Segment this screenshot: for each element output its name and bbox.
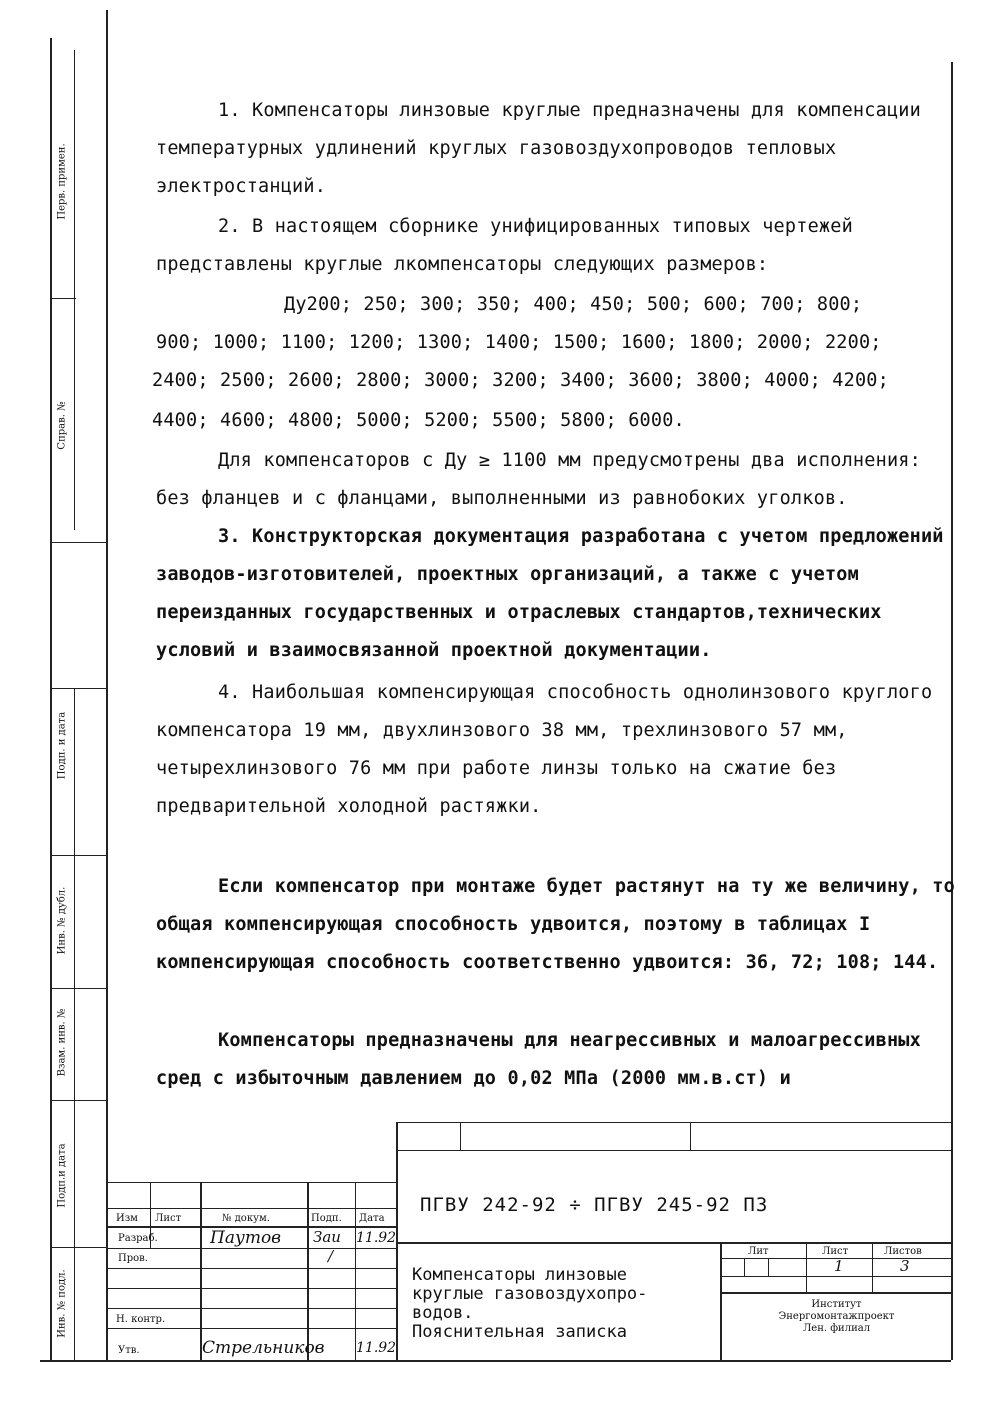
margin-divider — [50, 855, 107, 856]
sizes-line-4: 4400; 4600; 4800; 5000; 5200; 5500; 5800; 6000. — [152, 410, 685, 431]
paragraph-media: Компенсаторы предназначены для неагрессивных и малоагрессивных сред с избыточным давлением до 0,02 МПа (2000 мм.в.ст) и — [156, 1030, 921, 1089]
margin-divider — [50, 688, 107, 689]
margin-label-replace-inv: Взам. инв. № — [56, 1008, 68, 1077]
org-line-1: Институт — [811, 1299, 862, 1310]
col-header-signature: Подп. — [311, 1213, 342, 1224]
paragraph-flanges: Для компенсаторов с Ду ≥ 1100 мм предусмотрены два исполнения: без фланцев и с фланцами, выполненными из равнобоких уголков. — [156, 450, 921, 509]
frame-left-line — [106, 10, 108, 1360]
doc-title-line-2: круглые газовоздухопро- — [412, 1284, 648, 1304]
developer-name: Паутов — [210, 1228, 282, 1248]
sheet-label: Лист — [822, 1246, 849, 1257]
developer-signature: Заи — [313, 1228, 341, 1246]
org-line-2: Энергомонтажпроект — [778, 1311, 895, 1322]
margin-divider — [50, 298, 76, 299]
margin-outer-line — [50, 38, 52, 1360]
developer-date: 11.92 — [356, 1230, 397, 1246]
paragraph-4: 4. Наибольшая компенсирующая способность однолинзового круглого компенсатора 19 мм, двухлинзового 38 мм, трехлинзового 57 мм, четырехлинзового 76 мм при работе линзы только на сжатие без предварительной холодной растяжки. — [156, 682, 933, 817]
col-header-doc-no: № докум. — [222, 1213, 270, 1224]
margin-label-dup-inv: Инв. № дубл. — [56, 886, 68, 955]
paragraph-doubling: Если компенсатор при монтаже будет растянут на ту же величину, то общая компенсирующая способность удвоится, поэтому в таблицах I компенсирующая способность соответственно удвоится: 36, 72; 108; 144. — [156, 876, 955, 973]
checker-signature-mark: / — [328, 1247, 334, 1265]
doc-title-line-1: Компенсаторы линзовые — [412, 1265, 627, 1285]
margin-divider — [50, 1100, 107, 1101]
org-line-3: Лен. филиал — [802, 1323, 871, 1334]
sizes-line-2: 900; 1000; 1100; 1200; 1300; 1400; 1500; 1600; 1800; 2000; 2200; — [156, 332, 882, 353]
sizes-line-1: Ду200; 250; 300; 350; 400; 450; 500; 600; 700; 800; — [284, 294, 863, 315]
role-approver: Утв. — [118, 1345, 140, 1356]
margin-divider — [50, 542, 107, 543]
doc-title-line-3: водов. — [412, 1303, 474, 1323]
margin-divider — [50, 1247, 107, 1248]
sheet-number: 1 — [834, 1257, 844, 1275]
paragraph-1: 1. Компенсаторы линзовые круглые предназначены для компенсации температурных удлинений круглых газовоздухопроводов тепловых электростанций. — [156, 100, 921, 197]
margin-label-first-use: Перв. примен. — [56, 143, 68, 220]
col-header-sheet: Лист — [155, 1213, 182, 1224]
role-norm-control: Н. контр. — [116, 1314, 166, 1325]
margin-label-reference: Справ. № — [56, 401, 68, 450]
margin-label-sign-date: Подп. и дата — [56, 711, 68, 780]
sheets-label: Листов — [884, 1246, 922, 1257]
approver-name: Стрельников — [202, 1338, 325, 1358]
margin-divider — [50, 988, 107, 989]
paragraph-3: 3. Конструкторская документация разработана с учетом предложений заводов-изготовителей, проектных организаций, а также с учетом переизданных государственных и отраслевых стандартов,технических условий и взаимосвязанной проектной документации. — [156, 526, 944, 661]
margin-inner-line-top — [74, 50, 75, 530]
lit-label: Лит — [748, 1246, 769, 1257]
sheets-count: 3 — [900, 1257, 910, 1275]
col-header-change: Изм — [116, 1213, 138, 1224]
role-checker: Пров. — [118, 1253, 148, 1264]
approver-date: 11.92 — [356, 1340, 397, 1356]
margin-label-original-inv: Инв. № подл. — [56, 1269, 68, 1338]
col-header-date: Дата — [359, 1213, 385, 1224]
margin-inner-line — [74, 688, 75, 1360]
sizes-line-3: 2400; 2500; 2600; 2800; 3000; 3200; 3400; 3600; 3800; 4000; 4200; — [152, 370, 889, 391]
document-designation: ПГВУ 242-92 ÷ ПГВУ 245-92 ПЗ — [420, 1194, 769, 1216]
paragraph-2: 2. В настоящем сборнике унифицированных типовых чертежей представлены круглые лкомпенсаторы следующих размеров: — [156, 216, 853, 275]
margin-label-sign-date-2: Подп.и дата — [56, 1143, 68, 1208]
doc-title-line-4: Пояснительная записка — [412, 1322, 627, 1342]
role-developer: Разраб. — [118, 1233, 158, 1244]
